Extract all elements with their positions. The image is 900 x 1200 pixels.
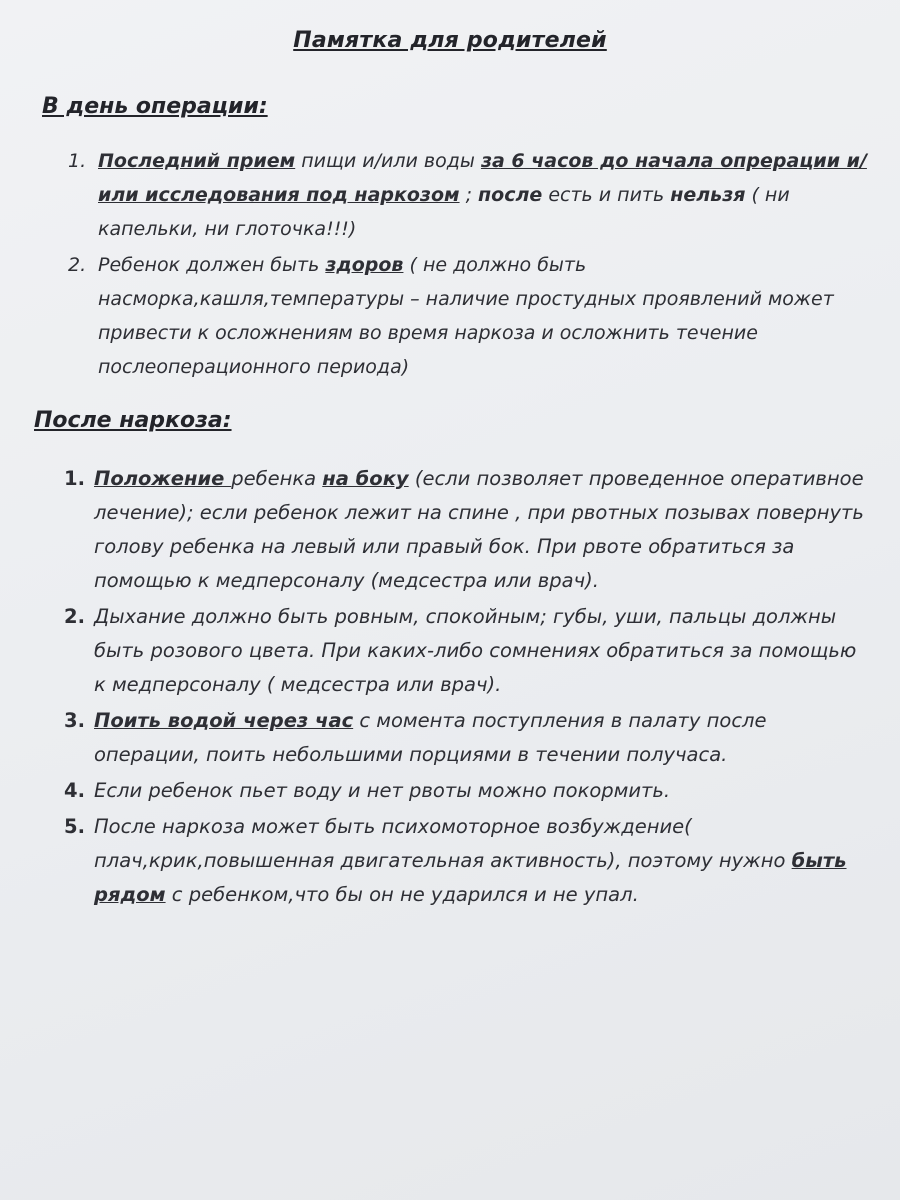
- list-item: [64, 462, 864, 598]
- item-text: Ребенок должен быть: [98, 254, 326, 276]
- item-text: ( ни капельки, ни глоточка!!!): [98, 184, 790, 240]
- list-item: [68, 248, 868, 384]
- list-item-number: 3.: [64, 709, 85, 732]
- item-text: Если ребенок пьет воду и нет рвоты можно покормить.: [94, 779, 671, 802]
- section-heading-operation-day: В день операции:: [42, 94, 268, 119]
- list-item: [68, 144, 868, 246]
- emphasis-text: Поить водой через час: [94, 709, 354, 732]
- item-text: есть и пить: [542, 184, 671, 206]
- item-text: с момента поступления в палату после операции, поить небольшими порциями в течении получаса.: [94, 709, 767, 766]
- item-text: с ребенком,что бы он не ударился и не упал.: [165, 883, 639, 906]
- after-anesthesia-list: [64, 462, 864, 914]
- item-text: ( не должно быть насморка,кашля,температуры – наличие простудных проявлений может привести к осложнениям во время наркоза и осложнить течение послеоперационного периода): [98, 254, 834, 378]
- emphasis-text: Положение: [94, 467, 232, 490]
- item-text: ;: [459, 184, 479, 206]
- list-item-number: 5.: [64, 815, 85, 838]
- list-item: [64, 704, 864, 772]
- item-text: Дыхание должно быть ровным, спокойным; губы, уши, пальцы должны быть розового цвета. При каких-либо сомнениях обратиться за помощью к медперсоналу ( медсестра или врач).: [94, 605, 857, 696]
- operation-day-list: [68, 144, 868, 386]
- emphasis-text: на боку: [322, 467, 409, 490]
- list-item-number: 1.: [64, 467, 85, 490]
- list-item: [64, 810, 864, 912]
- emphasis-text: нельзя: [670, 184, 746, 206]
- emphasis-text: здоров: [325, 254, 404, 276]
- emphasis-text: быть рядом: [94, 849, 847, 906]
- list-item: [64, 600, 864, 702]
- emphasis-text: за 6 часов до начала опрерации и/или исследования под наркозом: [98, 150, 867, 206]
- emphasis-text: Последний прием: [98, 150, 296, 172]
- section-heading-after-anesthesia: После наркоза:: [34, 408, 232, 433]
- list-item-number: 1.: [68, 150, 87, 172]
- list-item-number: 2.: [68, 254, 87, 276]
- document-title: Памятка для родителей: [293, 28, 607, 53]
- list-item-number: 4.: [64, 779, 85, 802]
- list-item: [64, 774, 864, 808]
- emphasis-text: после: [478, 184, 543, 206]
- item-text: пищи и/или воды: [295, 150, 481, 172]
- item-text: ребенка: [231, 467, 323, 490]
- item-text: (если позволяет проведенное оперативное лечение); если ребенок лежит на спине , при рвотных позывах повернуть голову ребенка на левый или правый бок. При рвоте обратиться за помощью к медперсоналу (медсестра или врач).: [94, 467, 864, 592]
- list-item-number: 2.: [64, 605, 85, 628]
- item-text: После наркоза может быть психомоторное возбуждение( плач,крик,повышенная двигательная активность), поэтому нужно: [94, 815, 792, 872]
